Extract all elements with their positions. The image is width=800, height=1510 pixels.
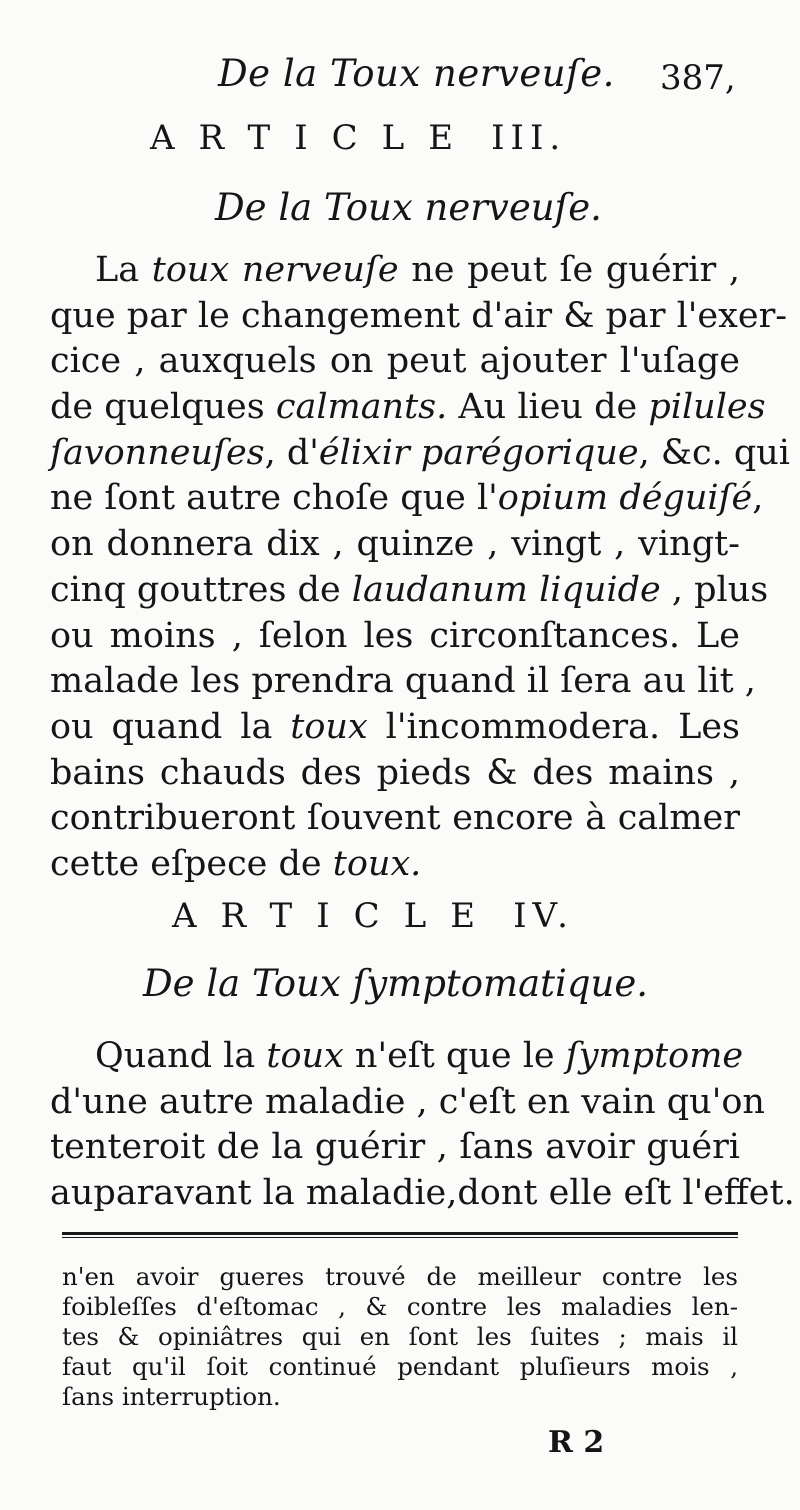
text-line [50, 614, 740, 660]
text-run: ne peut ſe guérir , [398, 250, 740, 290]
text-run: , [752, 478, 764, 519]
italic-text: laudanum liquide [351, 569, 661, 610]
text-run: auparavant la maladie,dont elle eſt l'effet. [50, 1173, 795, 1214]
text-run: ou moins , ſelon les circonſtances. Le [50, 615, 740, 656]
text-run: ne ſont autre choſe que l' [50, 478, 498, 519]
text-line [50, 796, 740, 842]
footnote-rule [62, 1232, 738, 1238]
running-head: De la Toux nerveuſe. [218, 52, 615, 95]
text-line [50, 705, 740, 751]
text-line [50, 1080, 765, 1126]
text-run: cinq gouttres de [50, 569, 352, 610]
text-run: bains chauds des pieds & des mains , [50, 752, 740, 793]
text-line [50, 568, 769, 614]
italic-text: toux [266, 1036, 344, 1076]
article-word: ARTICLE [172, 896, 500, 936]
text-run: Quand la [95, 1036, 267, 1076]
footnote-line: ſans interruption. [62, 1382, 281, 1411]
article-numeral: III. [491, 118, 567, 158]
page-number: 387, [660, 58, 736, 98]
text-line [50, 659, 756, 705]
text-run: contribueront ſouvent encore à calmer [50, 798, 740, 839]
text-run: on donnera dix , quinze , vingt , vingt- [50, 524, 740, 565]
text-run: l'incommodera. Les [367, 706, 741, 747]
text-line [50, 1171, 795, 1217]
text-line [50, 1034, 744, 1080]
italic-text: opium déguiſé [497, 478, 753, 519]
page-header [0, 52, 800, 102]
text-run: tenteroit de la guérir , ſans avoir guéri [50, 1127, 740, 1168]
italic-text: toux [290, 706, 368, 747]
italic-text: élixir parégorique [318, 432, 639, 473]
text-run: cette eſpece de [50, 843, 333, 884]
text-line [50, 751, 740, 797]
text-line [50, 294, 788, 340]
text-run: d'une autre maladie , c'eſt en vain qu'on [50, 1081, 765, 1122]
text-line [50, 431, 790, 477]
text-line [50, 1125, 740, 1171]
text-run: ou quand la [50, 706, 291, 747]
italic-text: pilules [648, 387, 766, 428]
text-line [50, 842, 740, 888]
footnote [62, 1262, 738, 1412]
article-numeral: IV. [513, 896, 574, 936]
footnote-line: foibleſſes d'eſtomac , & contre les maladies len- [62, 1292, 738, 1321]
text-run: de quelques [50, 387, 276, 428]
italic-text: calmants. [275, 387, 448, 428]
text-run: malade les prendra quand il ſera au lit , [50, 661, 756, 702]
text-run: n'eſt que le [343, 1036, 566, 1076]
footnote-line: faut qu'il ſoit continué pendant pluſieurs mois , [62, 1352, 738, 1381]
text-line [50, 385, 766, 431]
article-word: ARTICLE [150, 118, 478, 158]
italic-text: ſavonneuſes [50, 432, 265, 473]
text-run: , &c. qui [638, 432, 790, 473]
text-run: , plus [660, 569, 769, 610]
italic-text: toux nerveuſe [151, 250, 399, 290]
italic-text: toux. [332, 843, 422, 884]
article-iii-heading [150, 118, 650, 158]
text-run: que par le changement d'air & par l'exer- [50, 295, 788, 336]
signature-mark: R 2 [548, 1425, 605, 1460]
text-run: La [95, 250, 152, 290]
text-run: cice , auxquels on peut ajouter l'uſage [50, 341, 740, 382]
text-run: Au lieu de [447, 387, 649, 428]
text-line [50, 522, 740, 568]
paragraph-1 [50, 248, 790, 888]
text-line [50, 476, 764, 522]
footnote-line: tes & opiniâtres qui en ſont les ſuites ; mais il [62, 1322, 738, 1351]
article-iv-heading [172, 896, 672, 936]
article-iii-title: De la Toux nerveuſe. [215, 186, 602, 229]
paragraph-2 [50, 1034, 795, 1217]
text-line [50, 248, 740, 294]
italic-text: ſymptome [565, 1036, 744, 1076]
text-run: , d' [264, 432, 319, 473]
text-line [50, 339, 740, 385]
footnote-line: n'en avoir gueres trouvé de meilleur contre les [62, 1262, 738, 1291]
article-iv-title: De la Toux ſymptomatique. [143, 962, 649, 1005]
